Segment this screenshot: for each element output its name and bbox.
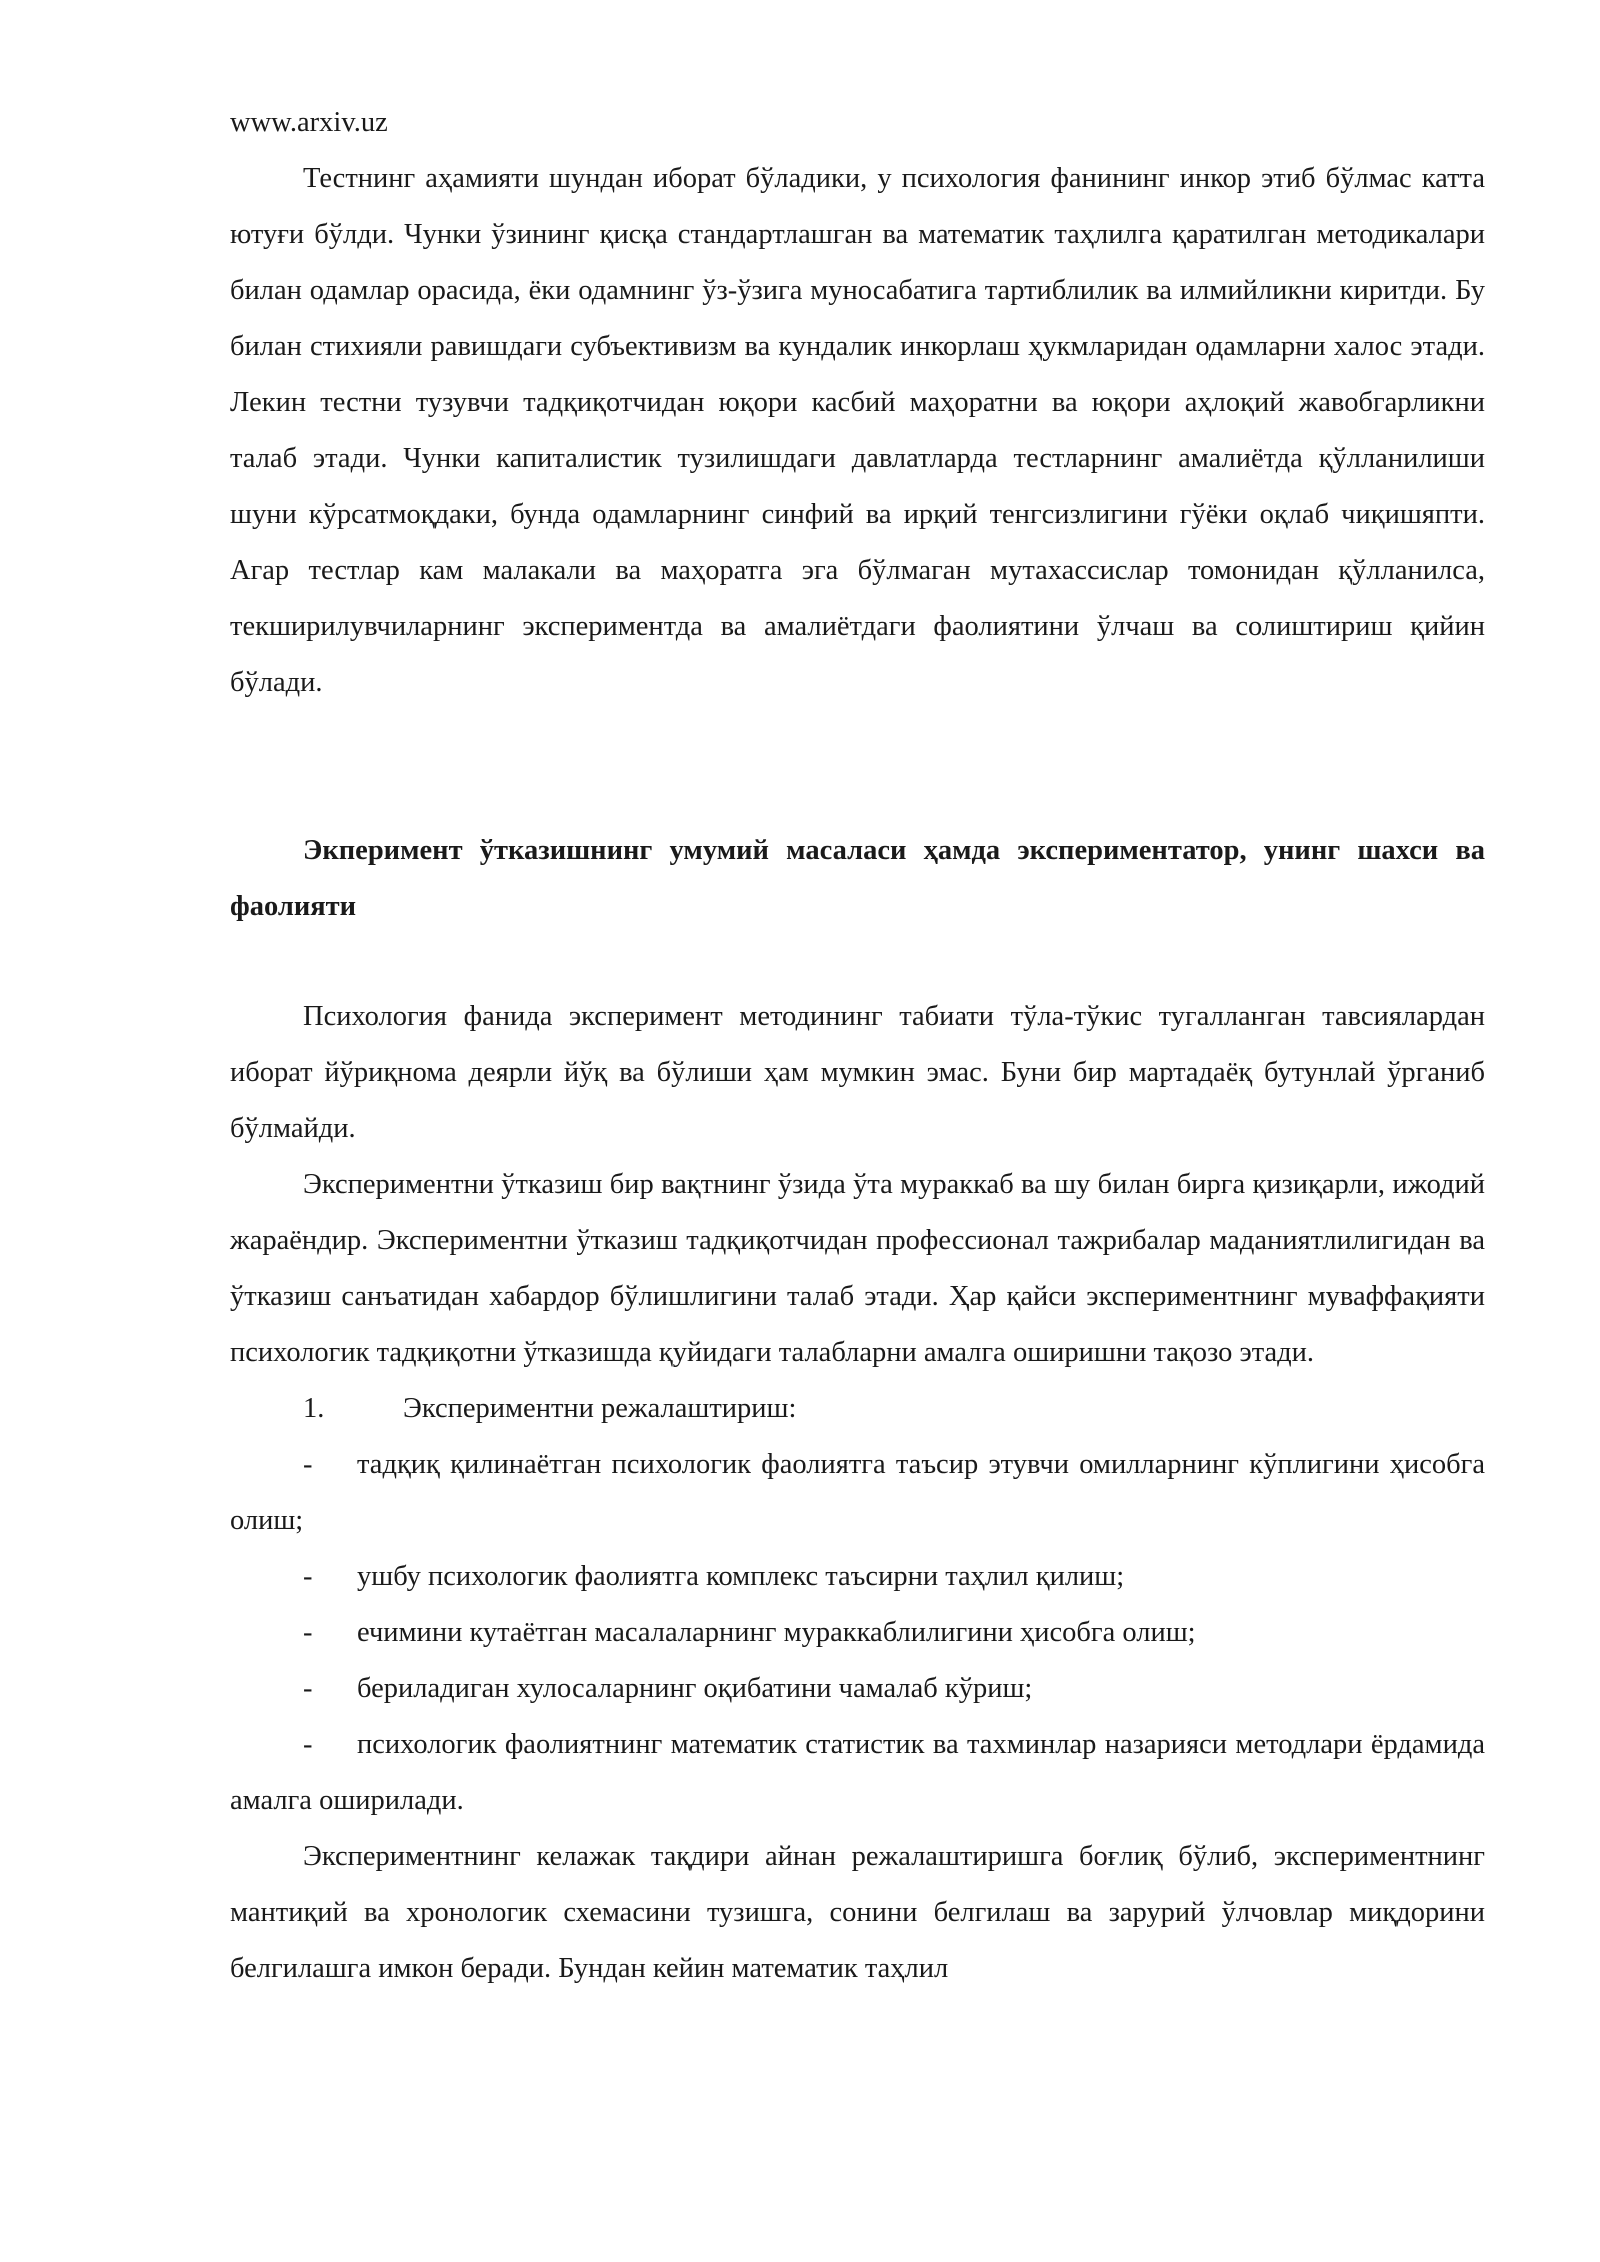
spacer: [230, 711, 1485, 823]
dash-item-text: ечимини кутаётган масалаларнинг мураккаблилигини ҳисобга олиш;: [357, 1617, 1196, 1648]
dash-item-text: психологик фаолиятнинг математик статистик ва тахминлар назарияси методлари ёрдамида амалга оширилади.: [230, 1729, 1485, 1816]
paragraph-test-importance: Тестнинг аҳамияти шундан иборат бўладики, у психология фанининг инкор этиб бўлмас катта ютуғи бўлди. Чунки ўзининг қисқа стандартлашган ва математик таҳлилга қаратилган методикалари билан одамлар орасида, ёки одамнинг ўз-ўзига муносабатига тартиблилик ва илмийликни киритди. Бу билан стихияли равишдаги субъективизм ва кундалик инкорлаш ҳукмларидан одамларни халос этади. Лекин тестни тузувчи тадқиқотчидан юқори касбий маҳоратни ва юқори аҳлоқий жавобгарликни талаб этади. Чунки капиталистик тузилишдаги давлатларда тестларнинг амалиётда қўлланилиши шуни кўрсатмоқдаки, бунда одамларнинг синфий ва ирқий тенгсизлигини гўёки оқлаб чиқишяпти. Агар тестлар кам малакали ва маҳоратга эга бўлмаган мутахассислар томонидан қўлланилса, текширилувчиларнинг экспериментда ва амалиётдаги фаолиятини ўлчаш ва солиштириш қийин бўлади.: [230, 163, 1485, 698]
paragraph-experiment-planning: Экспериментнинг келажак тақдири айнан режалаштиришга боғлиқ бўлиб, экспериментнинг мантиқий ва хронологик схемасини тузишга, сонини белгилаш ва зарурий ўлчовлар миқдорини белгилашга имкон беради. Бундан кейин математик таҳлил: [230, 1841, 1485, 1984]
dash-list-item: [230, 1437, 1485, 1549]
dash-item-text: тадқиқ қилинаётган психологик фаолиятга таъсир этувчи омилларнинг кўплигини ҳисобга олиш;: [230, 1449, 1485, 1536]
section-heading: Экперимент ўтказишнинг умумий масаласи ҳамда экспериментатор, унинг шахси ва фаолияти: [230, 835, 1485, 922]
numbered-item: [230, 1381, 1485, 1437]
dash-marker: -: [303, 1673, 313, 1704]
paragraph-experiment-process: Экспериментни ўтказиш бир вақтнинг ўзида ўта мураккаб ва шу билан бирга қизиқарли, ижодий жараёндир. Экспериментни ўтказиш тадқиқотчидан профессионал тажрибалар маданиятлилигидан ва ўтказиш санъатидан хабардор бўлишлигини талаб этади. Ҳар қайси экспериментнинг муваффақияти психологик тадқиқотни ўтказишда қуйидаги талабларни амалга оширишни тақозо этади.: [230, 1169, 1485, 1368]
paragraph-experiment-method: Психология фанида эксперимент методининг табиати тўла-тўкис тугалланган тавсиялардан иборат йўриқнома деярли йўқ ва бўлиши ҳам мумкин эмас. Буни бир мартадаёқ бутунлай ўрганиб бўлмайди.: [230, 1001, 1485, 1144]
dash-marker: -: [303, 1561, 313, 1592]
dash-list-item: [230, 1717, 1485, 1829]
numbered-item-number: 1.: [303, 1393, 325, 1424]
dash-marker: -: [303, 1729, 313, 1760]
dash-item-text: ушбу психологик фаолиятга комплекс таъсирни таҳлил қилиш;: [357, 1561, 1125, 1592]
dash-list-item: [230, 1549, 1485, 1605]
site-url: www.arxiv.uz: [230, 107, 388, 138]
dash-marker: -: [303, 1449, 313, 1480]
dash-list-item: [230, 1605, 1485, 1661]
dash-list-item: [230, 1661, 1485, 1717]
document-page: [230, 95, 1485, 1997]
dash-item-text: бериладиган хулосаларнинг оқибатини чамалаб кўриш;: [357, 1673, 1033, 1704]
spacer: [230, 935, 1485, 989]
numbered-item-text: Экспериментни режалаштириш:: [403, 1393, 797, 1424]
dash-marker: -: [303, 1617, 313, 1648]
